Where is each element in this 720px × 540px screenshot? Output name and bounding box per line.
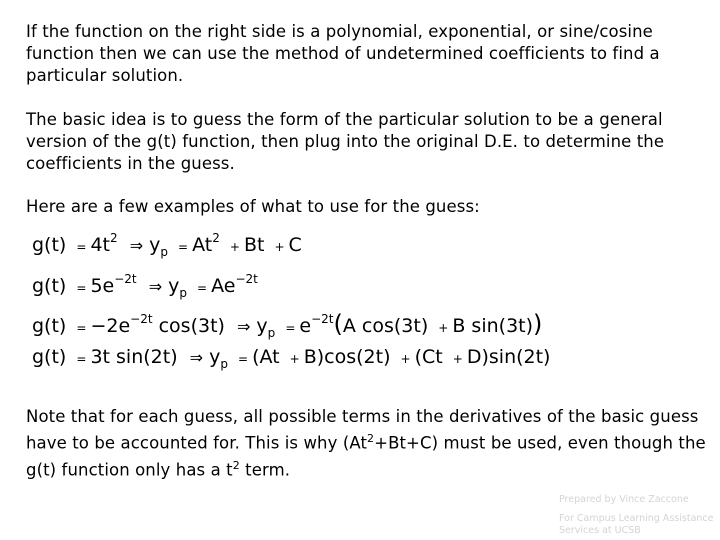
- eq-guess-term: e: [299, 315, 312, 337]
- eq-y-subscript: p: [220, 356, 228, 371]
- eq-guess-term: (Ct: [414, 346, 443, 368]
- equals-sign: =: [76, 321, 87, 335]
- eq-guess-term: A cos(3t): [342, 315, 429, 337]
- plus-sign: +: [274, 240, 285, 254]
- eq-g-term: 4t: [90, 234, 110, 256]
- note-text: term.: [239, 460, 291, 479]
- eq-y-subscript: p: [179, 285, 187, 300]
- right-paren: ): [533, 310, 543, 338]
- eq-lhs: g(t): [32, 275, 67, 297]
- note-paragraph: [26, 406, 706, 481]
- eq-guess-term: C: [288, 234, 302, 256]
- left-paren: (: [333, 310, 343, 338]
- eq-exponent: −2t: [311, 311, 334, 326]
- equals-sign: =: [178, 240, 189, 254]
- equals-sign: =: [238, 352, 249, 366]
- eq-exponent: −2t: [130, 311, 153, 326]
- eq-lhs: g(t): [32, 346, 67, 368]
- eq-g-term: 5e: [90, 275, 115, 297]
- eq-guess-term: D)sin(2t): [466, 346, 551, 368]
- eq-y: y: [149, 234, 161, 256]
- eq-y: y: [168, 275, 180, 297]
- intro-paragraph: If the function on the right side is a polynomial, exponential, or sine/cosine function then we can use the method of undetermined coefficients to find a particular solution.: [26, 22, 660, 85]
- eq-guess-term: B)cos(2t): [303, 346, 391, 368]
- eq-guess-term: Bt: [243, 234, 265, 256]
- equals-sign: =: [197, 281, 208, 295]
- plus-sign: +: [400, 352, 411, 366]
- note-superscript: 2: [232, 458, 240, 472]
- eq-exponent: −2t: [114, 271, 137, 286]
- eq-g-term: cos(3t): [158, 315, 225, 337]
- eq-exponent: −2t: [235, 271, 258, 286]
- equals-sign: =: [76, 281, 87, 295]
- plus-sign: +: [229, 240, 240, 254]
- examples-intro-paragraph: Here are a few examples of what to use for the guess:: [26, 197, 480, 216]
- implies-arrow-icon: ⇒: [189, 348, 204, 367]
- eq-y: y: [256, 315, 268, 337]
- eq-g-term: 3t sin(2t): [90, 346, 178, 368]
- note-text: +Bt+C) must be used, even though the g(t) function only has a t: [26, 433, 706, 479]
- implies-arrow-icon: ⇒: [237, 317, 251, 336]
- plus-sign: +: [452, 352, 463, 366]
- eq-guess-term: At: [192, 234, 213, 256]
- eq-y: y: [209, 346, 221, 368]
- eq-lhs: g(t): [32, 234, 67, 256]
- implies-arrow-icon: ⇒: [129, 236, 144, 255]
- eq-guess-term: Ae: [211, 275, 236, 297]
- implies-arrow-icon: ⇒: [148, 277, 163, 296]
- basic-idea-paragraph: The basic idea is to guess the form of the particular solution to be a general version of the g(t) function, then plug into the original D.E. to determine the coefficients in the guess.: [26, 110, 665, 173]
- eq-guess-term: (At: [252, 346, 280, 368]
- plus-sign: +: [438, 321, 449, 335]
- equation-exponential: [32, 271, 258, 300]
- equation-exp-cosine: [32, 312, 542, 340]
- credit-prepared-by: Prepared by Vince Zaccone: [559, 494, 689, 505]
- equals-sign: =: [76, 240, 87, 254]
- credit-campus-learning: For Campus Learning Assistance Services at UCSB: [559, 513, 714, 536]
- eq-guess-term: B sin(3t): [452, 315, 534, 337]
- eq-lhs: g(t): [32, 315, 67, 337]
- note-superscript: 2: [367, 432, 375, 445]
- eq-exponent: 2: [110, 230, 118, 245]
- eq-g-term: −2e: [90, 315, 131, 337]
- note-text: Note that for each guess, all possible terms in the derivatives of the basic guess have to be accounted for. This is why (At: [26, 407, 699, 453]
- eq-exponent: 2: [212, 230, 220, 245]
- equation-polynomial: [32, 230, 302, 259]
- equals-sign: =: [285, 321, 296, 335]
- equals-sign: =: [76, 352, 87, 366]
- plus-sign: +: [289, 352, 300, 366]
- eq-y-subscript: p: [267, 325, 276, 340]
- equation-poly-sine: [32, 345, 550, 371]
- eq-y-subscript: p: [160, 244, 168, 259]
